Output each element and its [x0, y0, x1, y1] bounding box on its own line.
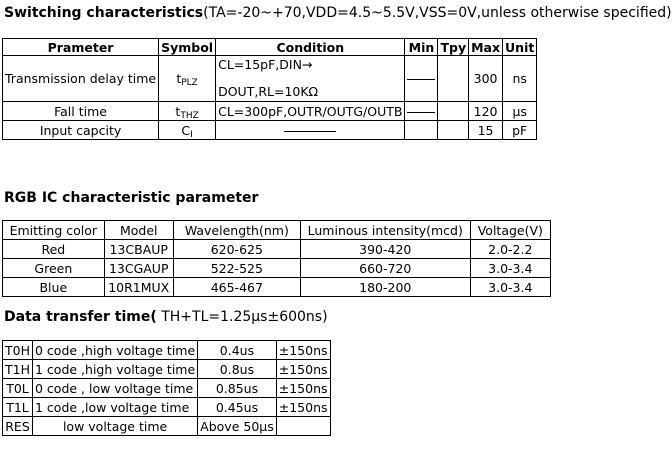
- description-cell: 1 code ,low voltage time: [33, 398, 198, 417]
- tolerance-cell: [276, 417, 330, 436]
- description-cell: 1 code ,high voltage time: [33, 360, 198, 379]
- header-wavelength: Wavelength(nm): [173, 221, 300, 240]
- header-model: Model: [104, 221, 173, 240]
- max-cell: 120: [469, 102, 503, 121]
- header-parameter: Prameter: [3, 39, 159, 56]
- header-max: Max: [469, 39, 503, 56]
- param-cell: Fall time: [3, 102, 159, 121]
- tolerance-cell: ±150ns: [276, 360, 330, 379]
- header-min: Min: [405, 39, 438, 56]
- wavelength-cell: 465-467: [173, 278, 300, 297]
- transfer-total: TH+TL=1.25μs±600ns): [156, 309, 328, 325]
- typ-cell: [438, 102, 469, 121]
- condition-cell: CL=300pF,OUTR/OUTG/OUTB: [216, 102, 405, 121]
- switching-conditions: (TA=-20~+70,VDD=4.5~5.5V,VSS=0V,unless otherwise specified): [203, 5, 672, 21]
- model-cell: 13CGAUP: [104, 259, 173, 278]
- max-cell: 15: [469, 121, 503, 140]
- table-header-row: [3, 39, 537, 56]
- header-voltage: Voltage(V): [470, 221, 550, 240]
- table-row: [3, 259, 551, 278]
- header-symbol: Symbol: [159, 39, 216, 56]
- table-row: [3, 398, 331, 417]
- header-luminous: Luminous intensity(mcd): [300, 221, 470, 240]
- voltage-cell: 3.0-3.4: [470, 259, 550, 278]
- table-row: [3, 379, 331, 398]
- color-cell: Blue: [3, 278, 105, 297]
- transfer-table: [2, 340, 331, 436]
- voltage-cell: 2.0-2.2: [470, 240, 550, 259]
- condition-cell: [216, 121, 405, 140]
- code-cell: T1L: [3, 398, 33, 417]
- description-cell: low voltage time: [33, 417, 198, 436]
- voltage-cell: 3.0-3.4: [470, 278, 550, 297]
- color-cell: Green: [3, 259, 105, 278]
- header-condition: Condition: [216, 39, 405, 56]
- unit-cell: pF: [503, 121, 537, 140]
- table-row: [3, 102, 537, 121]
- condition-cell: CL=15pF,DIN→ DOUT,RL=10KΩ: [216, 56, 405, 102]
- luminous-cell: 390-420: [300, 240, 470, 259]
- switching-title: Switching characteristics: [4, 5, 204, 21]
- wavelength-cell: 522-525: [173, 259, 300, 278]
- color-cell: Red: [3, 240, 105, 259]
- max-cell: 300: [469, 56, 503, 102]
- rgb-table: [2, 220, 551, 297]
- switching-heading: [4, 5, 672, 21]
- table-row: [3, 360, 331, 379]
- symbol-cell: $t_{PLZ}$: [159, 56, 216, 102]
- param-cell: Transmission delay time: [3, 56, 159, 102]
- transfer-title: Data transfer time(: [4, 309, 157, 325]
- typ-cell: [438, 56, 469, 102]
- code-cell: T1H: [3, 360, 33, 379]
- symbol-cell: $t_{THZ}$: [159, 102, 216, 121]
- table-row: [3, 278, 551, 297]
- tolerance-cell: ±150ns: [276, 379, 330, 398]
- table-row: [3, 417, 331, 436]
- wavelength-cell: 620-625: [173, 240, 300, 259]
- model-cell: 13CBAUP: [104, 240, 173, 259]
- luminous-cell: 660-720: [300, 259, 470, 278]
- luminous-cell: 180-200: [300, 278, 470, 297]
- header-typ: Tpy: [438, 39, 469, 56]
- unit-cell: μs: [503, 102, 537, 121]
- time-cell: Above 50μs: [198, 417, 277, 436]
- model-cell: 10R1MUX: [104, 278, 173, 297]
- time-cell: 0.45us: [198, 398, 277, 417]
- min-cell: [405, 56, 438, 102]
- time-cell: 0.4us: [198, 341, 277, 360]
- param-cell: Input capcity: [3, 121, 159, 140]
- header-color: Emitting color: [3, 221, 105, 240]
- rgb-heading: RGB IC characteristic parameter: [4, 190, 259, 206]
- table-header-row: [3, 221, 551, 240]
- table-row: [3, 240, 551, 259]
- code-cell: T0H: [3, 341, 33, 360]
- switching-table: [2, 38, 537, 140]
- table-row: [3, 341, 331, 360]
- min-cell: [405, 102, 438, 121]
- code-cell: RES: [3, 417, 33, 436]
- time-cell: 0.85us: [198, 379, 277, 398]
- description-cell: 0 code ,high voltage time: [33, 341, 198, 360]
- header-unit: Unit: [503, 39, 537, 56]
- symbol-cell: $C_I$: [159, 121, 216, 140]
- typ-cell: [438, 121, 469, 140]
- description-cell: 0 code , low voltage time: [33, 379, 198, 398]
- min-cell: [405, 121, 438, 140]
- table-row: [3, 56, 537, 102]
- tolerance-cell: ±150ns: [276, 341, 330, 360]
- unit-cell: ns: [503, 56, 537, 102]
- time-cell: 0.8us: [198, 360, 277, 379]
- transfer-heading: [4, 309, 328, 325]
- table-row: [3, 121, 537, 140]
- tolerance-cell: ±150ns: [276, 398, 330, 417]
- code-cell: T0L: [3, 379, 33, 398]
